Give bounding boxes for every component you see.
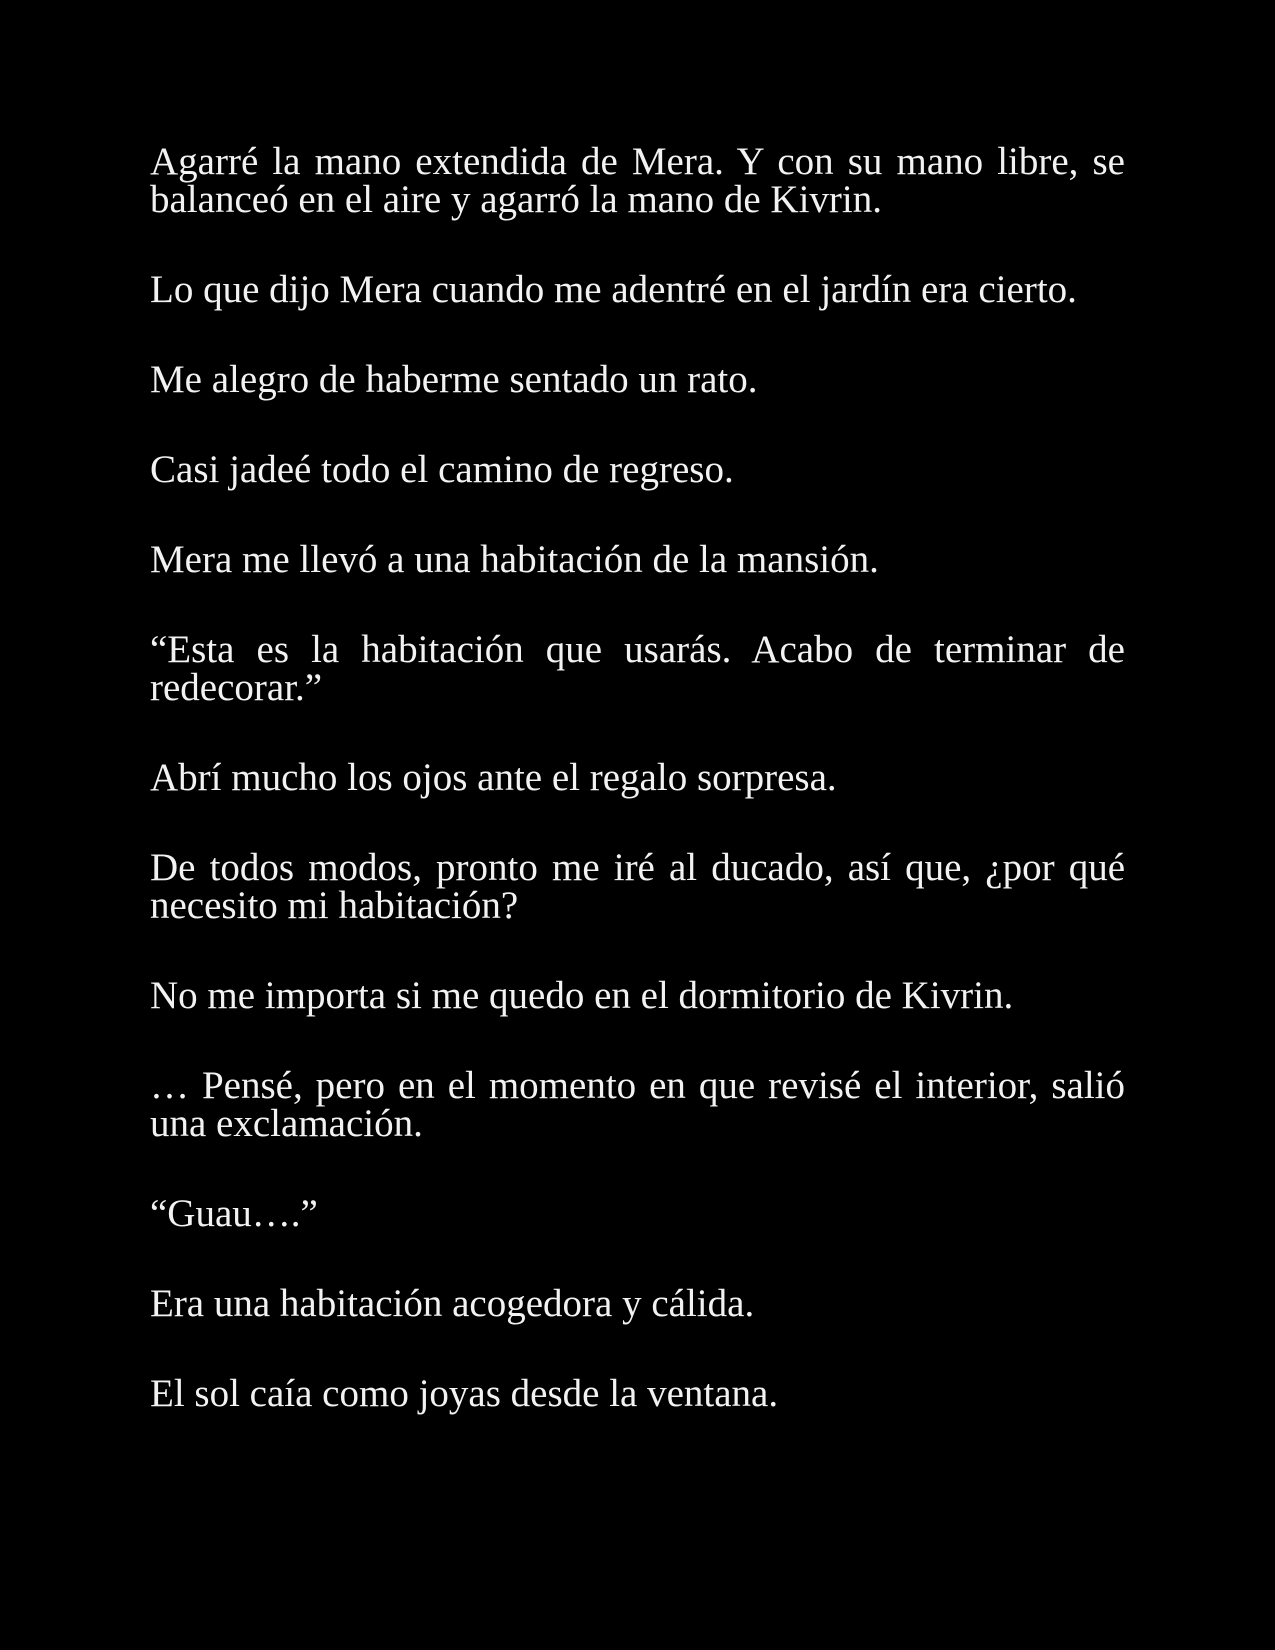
paragraph: … Pensé, pero en el momento en que revisé el interior, salió una exclamación.: [150, 1064, 1125, 1145]
paragraph: Agarré la mano extendida de Mera. Y con su mano libre, se balanceó en el aire y agarró la mano de Kivrin.: [150, 140, 1125, 221]
paragraph: Mera me llevó a una habitación de la mansión.: [150, 538, 879, 581]
dialogue-paragraph: “Guau….”: [150, 1192, 318, 1235]
paragraph: Me alegro de haberme sentado un rato.: [150, 358, 758, 401]
paragraph: Era una habitación acogedora y cálida.: [150, 1282, 755, 1325]
dialogue-paragraph: “Esta es la habitación que usarás. Acabo de terminar de redecorar.”: [150, 628, 1125, 709]
paragraph: El sol caía como joyas desde la ventana.: [150, 1372, 779, 1415]
paragraph: De todos modos, pronto me iré al ducado, así que, ¿por qué necesito mi habitación?: [150, 846, 1125, 927]
paragraph: Casi jadeé todo el camino de regreso.: [150, 448, 734, 491]
paragraph: Abrí mucho los ojos ante el regalo sorpresa.: [150, 756, 837, 799]
body-text: [150, 140, 1125, 1415]
paragraph: No me importa si me quedo en el dormitorio de Kivrin.: [150, 974, 1014, 1017]
paragraph: Lo que dijo Mera cuando me adentré en el jardín era cierto.: [150, 268, 1077, 311]
